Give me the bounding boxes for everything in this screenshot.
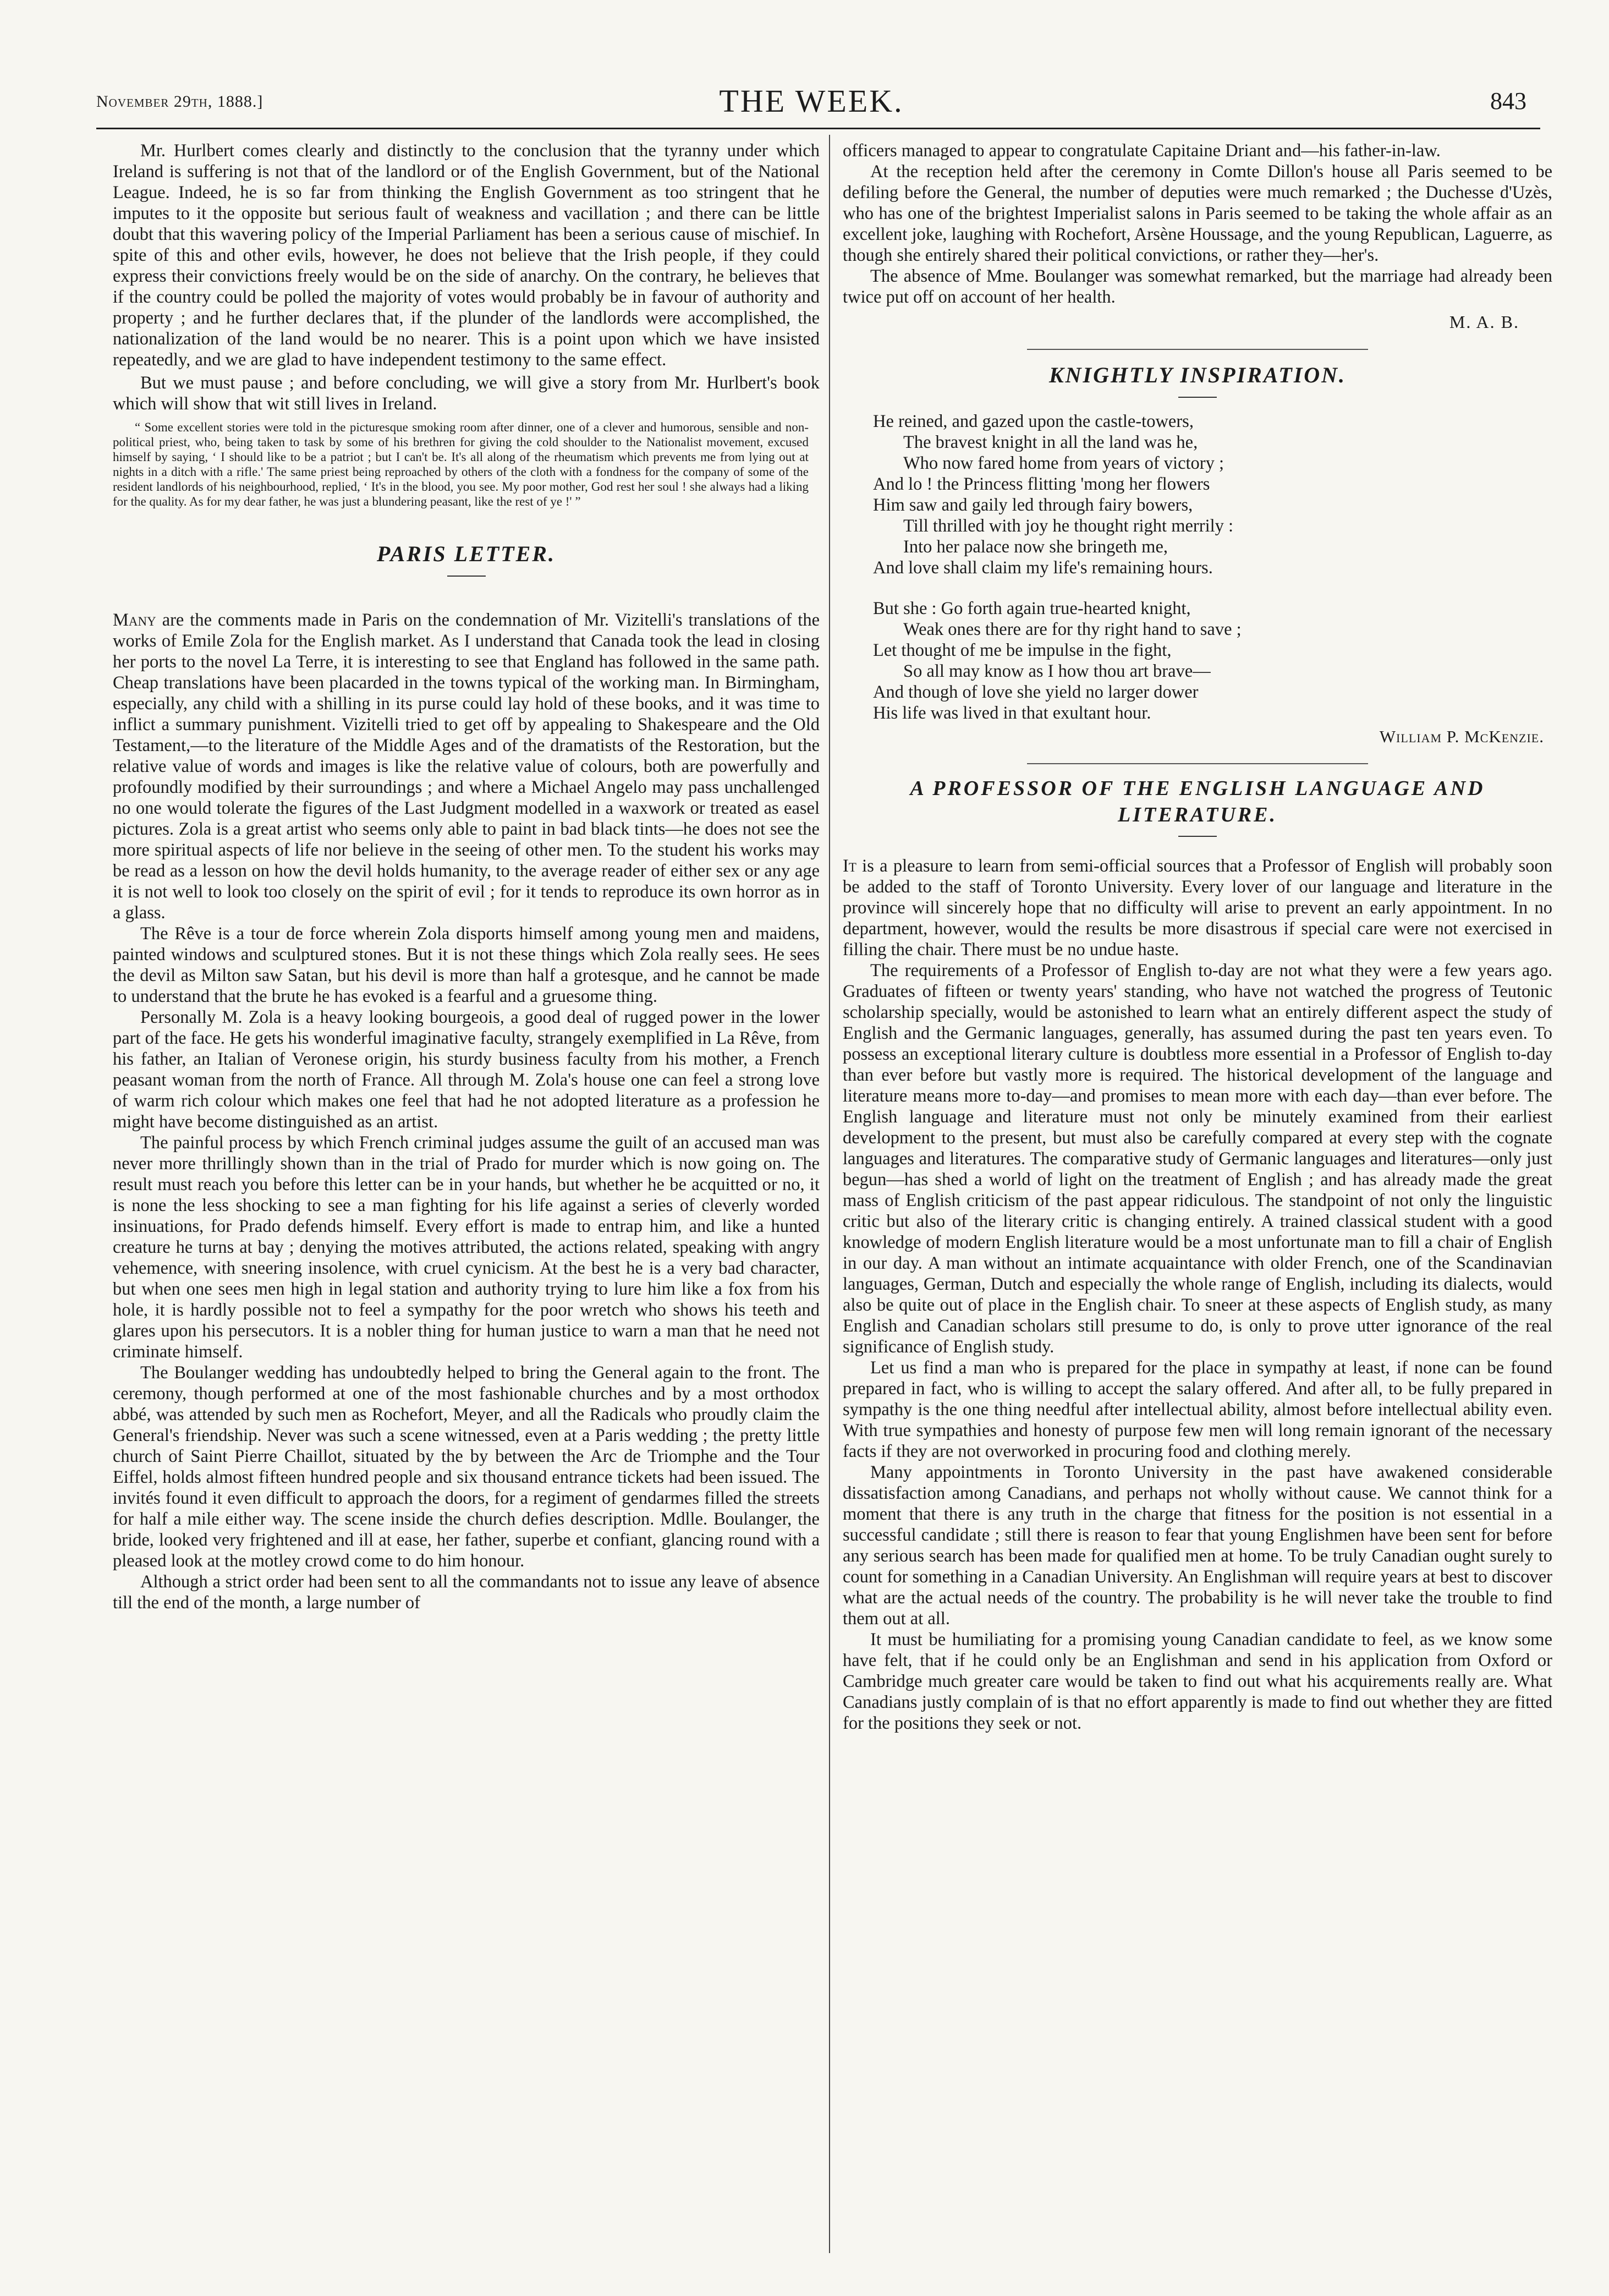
professor-paragraph-1: It is a pleasure to learn from semi-official sources that a Professor of English will probably soon be added to the staff of Toronto University. Every lover of our language and literature in the province will sincerely hope that no difficulty will arise to prevent an early appointment. In no department, however, would the results be more disastrous if special care were not exercised in filling the chair. There must be no undue haste. (843, 856, 1553, 960)
poem-line: Him saw and gaily led through fairy bowers, (873, 495, 1193, 515)
poem-line: Who now fared home from years of victory ; (903, 453, 1224, 473)
professor-paragraph-4: Many appointments in Toronto University in the past have awakened considerable dissatisfaction among Canadians, and perhaps not wholly without cause. We cannot think for a moment that there is any truth in the charge that fitness for the position is not essential in a successful candidate ; still there is reason to fear that young Englishmen have been sent for before any serious search has been made for qualified men at home. To be truly Canadian ought surely to count for something in a Canadian University. An Englishman will require years at best to discover what are the actual needs of the country. The probability is he will never take the trouble to find them out at all. (843, 1462, 1552, 1629)
hurlbert-paragraph-2: But we must pause ; and before concluding, we will give a story from Mr. Hurlbert's book which will show that wit still lives in Ireland. (113, 373, 820, 414)
header-rule (96, 128, 1540, 129)
paris-paragraph-2: The Rêve is a tour de force wherein Zola disports himself among young men and maidens, painted windows and sculptured stones. But it is not these things which Zola really sees. He sees the devil as Milton saw Satan, but his devil is more than half a grotesque, and he cannot be made to understand that the brute he has evoked is a fearful and a gruesome thing. (113, 924, 820, 1006)
poem-line: And lo ! the Princess flitting 'mong her flowers (873, 474, 1210, 494)
stanza-gap (873, 578, 1552, 598)
masthead (96, 83, 1526, 121)
paris-paragraph-7: At the reception held after the ceremony in Comte Dillon's house all Paris seemed to be defiling before the General, the number of deputies were much remarked ; the Duchesse d'Uzès, who has one of the brightest Imperialist salons in Paris seemed to be taking the whole affair as an excellent joke, laughing with Rochefort, Arsène Houssage, and the young Republican, Laguerre, as though she entirely shared their political convictions, or rather they—her's. (843, 162, 1552, 265)
poem-line: He reined, and gazed upon the castle-towers, (873, 412, 1194, 431)
paris-paragraph-4: The painful process by which French criminal judges assume the guilt of an accused man was never more thrillingly shown than in the trial of Prado for murder which is now going on. The result must reach you before this letter can be in your hands, but whether he be acquitted or no, it is none the less shocking to see a man fighting for his life against a series of cleverly worded insinuations, for Prado defends himself. Every effort is made to entrap him, and like a hunted creature he turns at bay ; denying the motives attributed, the actions related, speaking with angry vehemence, with sneering insolence, with cruel cynicism. At the best he is a very bad character, but when one sees men high in legal station and authority trying to lure him like a fox from his hole, it is hardly possible not to feel a sympathy for the poor wretch who shows his teeth and glares upon his persecutors. It is a nobler thing for human justice to warn a man that he need not criminate himself. (113, 1133, 820, 1362)
professor-heading-line-1: A PROFESSOR OF THE ENGLISH LANGUAGE AND (910, 777, 1485, 800)
poem-heading: KNIGHTLY INSPIRATION. (1048, 363, 1347, 387)
publication-title: THE WEEK. (719, 83, 904, 119)
professor-paragraph-5: It must be humiliating for a promising young Canadian candidate to feel, as we know some have felt, that if he could only be an Englishman and send in his application from Oxford or Cambridge much greater care would be taken to find out what his acquirements really are. What Canadians justly complain of is that no effort apparently is made to find out whether they are fitted for the positions they seek or not. (843, 1630, 1552, 1733)
paris-letter-heading: PARIS LETTER. (377, 541, 556, 566)
right-column (843, 140, 1552, 1734)
paris-letter-signature: M. A. B. (1449, 312, 1519, 332)
poem-line: His life was lived in that exultant hour. (873, 703, 1151, 723)
issue-date: November 29th, 1888.] (96, 92, 263, 111)
paris-paragraph-6: Although a strict order had been sent to all the commandants not to issue any leave of absence till the end of the month, a large number of (113, 1572, 820, 1613)
hurlbert-paragraph-1: Mr. Hurlbert comes clearly and distinctly to the conclusion that the tyranny under which Ireland is suffering is not that of the landlord or of the English Government, but of the National League. Indeed, he is so far from thinking the English Government as too stringent that he imputes to it the opposite but serious fault of weakness and vacillation ; and there can be little doubt that this wavering policy of the Imperial Parliament has been a serious cause of mischief. In spite of this and other evils, however, he does not believe that the Irish people, if they could express their convictions freely would be on the side of anarchy. On the contrary, he believes that if the country could be polled the majority of votes would probably be in favour of authority and property ; and he further declares that, if the plunder of the landlords were accomplished, the nationalization of the land would be no nearer. This is a point upon which we have insisted repeatedly, and we are glad to have independent testimony to the same effect. (113, 141, 820, 370)
poem-line: And love shall claim my life's remaining hours. (873, 558, 1213, 578)
poem-signature: William P. McKenzie. (1379, 727, 1544, 746)
column-divider (829, 135, 830, 2253)
poem-line: Into her palace now she bringeth me, (903, 537, 1168, 557)
professor-lead-word: It (843, 856, 856, 876)
hurlbert-quote: “ Some excellent stories were told in the picturesque smoking room after dinner, one of a clever and humorous, sensible and non-political priest, who, being taken to task by some of his brethren for giving the cold shoulder to the Nationalist movement, excused himself by saying, ‘ I should like to be a patriot ; but I can't be. It's all along of the rheumatism which prevents me from lying out at nights in a ditch with a rifle.' The same priest being reproached by others of the cloth with a fondness for the company of some of the resident landlords of his neighbourhood, replied, ‘ It's in the blood, you see. My poor mother, God rest her soul ! she always had a liking for the quality. As for my dear father, he was just a blundering peasant, like the rest of ye !' ” (113, 420, 809, 508)
professor-paragraph-2: The requirements of a Professor of English to-day are not what they were a few years ago. Graduates of fifteen or twenty years' standing, who have not watched the progress of Teutonic scholarship specially, would be astonished to learn what an entirely different aspect the study of English and the Germanic languages, generally, has assumed during the past ten years even. To possess an exceptional literary culture is doubtless more essential in a Professor of English to-day than ever before but vastly more is required. The historical development of the language and literature means more to-day—and promises to mean more with each day—than ever before. The English language and literature must not only be minutely examined from their earliest development to the present, but must also be carefully compared at every step with the cognate languages and literatures. The comparative study of Germanic languages and literatures—only just begun—has shed a world of light on the treatment of English ; and has already made the great mass of English criticism of the past appear ridiculous. The standpoint of not only the linguistic critic but also of the literary critic is changing entirely. A trained classical student with a good knowledge of modern English literature would be a most unfortunate man to fill a chair of English in our day. A man without an intimate acquaintance with older French, one of the Scandinavian languages, German, Dutch and especially the whole range of English, including its dialects, would also be quite out of place in the English chair. To sneer at these aspects of English study, as many English and Canadian scholars still presume to do, is only to prove utter ignorance of the real significance of English study. (843, 961, 1552, 1357)
professor-paragraph-3: Let us find a man who is prepared for the place in sympathy at least, if none can be found prepared in fact, who is willing to accept the salary offered. And after all, to be fully prepared in sympathy is the one thing needful after intellectual ability, almost before intellectual ability even. With true sympathies and honesty of purpose few men will long remain ignorant of the necessary facts if they are not overworked in procuring food and clothing merely. (843, 1358, 1552, 1461)
paris-lead-word: Many (113, 610, 156, 630)
poem-line: And though of love she yield no larger dower (873, 682, 1199, 702)
left-column (113, 140, 820, 1613)
paris-paragraph-8: The absence of Mme. Boulanger was somewhat remarked, but the marriage had already been twice put off on account of her health. (843, 266, 1552, 307)
poem (873, 411, 1552, 724)
page-number: 843 (1490, 87, 1526, 114)
poem-line: Till thrilled with joy he thought right merrily : (903, 516, 1234, 536)
poem-line: Weak ones there are for thy right hand to save ; (903, 620, 1242, 639)
poem-line: Let thought of me be impulse in the fight, (873, 640, 1172, 660)
paris-paragraph-3: Personally M. Zola is a heavy looking bourgeois, a good deal of rugged power in the lower part of the face. He gets his wonderful imaginative faculty, strangely exemplified in La Rêve, from his father, an Italian of Veronese origin, his sturdy business faculty from his mother, a French peasant woman from the north of France. All through M. Zola's house one can feel a strong love of warm rich colour which makes one feel that had he not adopted literature as a profession he might have become distinguished as an artist. (113, 1007, 820, 1132)
professor-heading-line-2: LITERATURE. (1118, 803, 1277, 826)
poem-line: So all may know as I how thou art brave— (903, 661, 1211, 681)
paris-continuation: officers managed to appear to congratulate Capitaine Driant and—his father-in-law. (843, 141, 1441, 161)
paris-paragraph-1: Many are the comments made in Paris on the condemnation of Mr. Vizitelli's translations of the works of Emile Zola for the English market. As I understand that Canada took the lead in closing her ports to the novel La Terre, it is interesting to see that England has followed in the same path. Cheap translations have been placarded in the towns typical of the working man. In Birmingham, especially, any child with a shilling in its purse could lay hold of these books, and it was time to inflict a summary punishment. Vizitelli tried to get off by appealing to Shakespeare and the Old Testament,—to the literature of the Middle Ages and of the dramatists of the Restoration, but the relative value of words and images is like the relative value of colours, both are powerfully and profoundly modified by their surroundings ; and where a Michael Angelo may pass unchallenged no one would tolerate the figures of the Last Judgment modelled in a waxwork or treated as easel pictures. Zola is a great artist who seems only able to paint in bad black tints—he does not see the more spiritual aspects of life nor believe in the seeing of other men. To the student his works may be read as a lesson on how the devil holds humanity, to the average reader of either sex or any age it is not well to look too closely on the spirit of evil ; for it tends to reproduce its own horror as in a glass. (113, 610, 820, 923)
poem-line: But she : Go forth again true-hearted knight, (873, 599, 1191, 618)
poem-line: The bravest knight in all the land was he, (903, 432, 1198, 452)
paris-paragraph-5: The Boulanger wedding has undoubtedly helped to bring the General again to the front. The ceremony, though performed at one of the most fashionable churches and by a most orthodox abbé, was attended by such men as Rochefort, Meyer, and all the Radicals who proudly claim the General's friendship. Never was such a scene witnessed, even at a Paris wedding ; the pretty little church of Saint Pierre Chaillot, situated by the by between the Arc de Triomphe and the Tour Eiffel, holds almost fifteen hundred people and six thousand entrance tickets had been issued. The invités found it even difficult to approach the doors, for a regiment of gendarmes filled the streets for half a mile either way. The scene inside the church defies description. Mdlle. Boulanger, the bride, looked very frightened and ill at ease, her father, superbe et confiant, glancing round with a pleased look at the motley crowd come to do him honour. (113, 1363, 820, 1571)
